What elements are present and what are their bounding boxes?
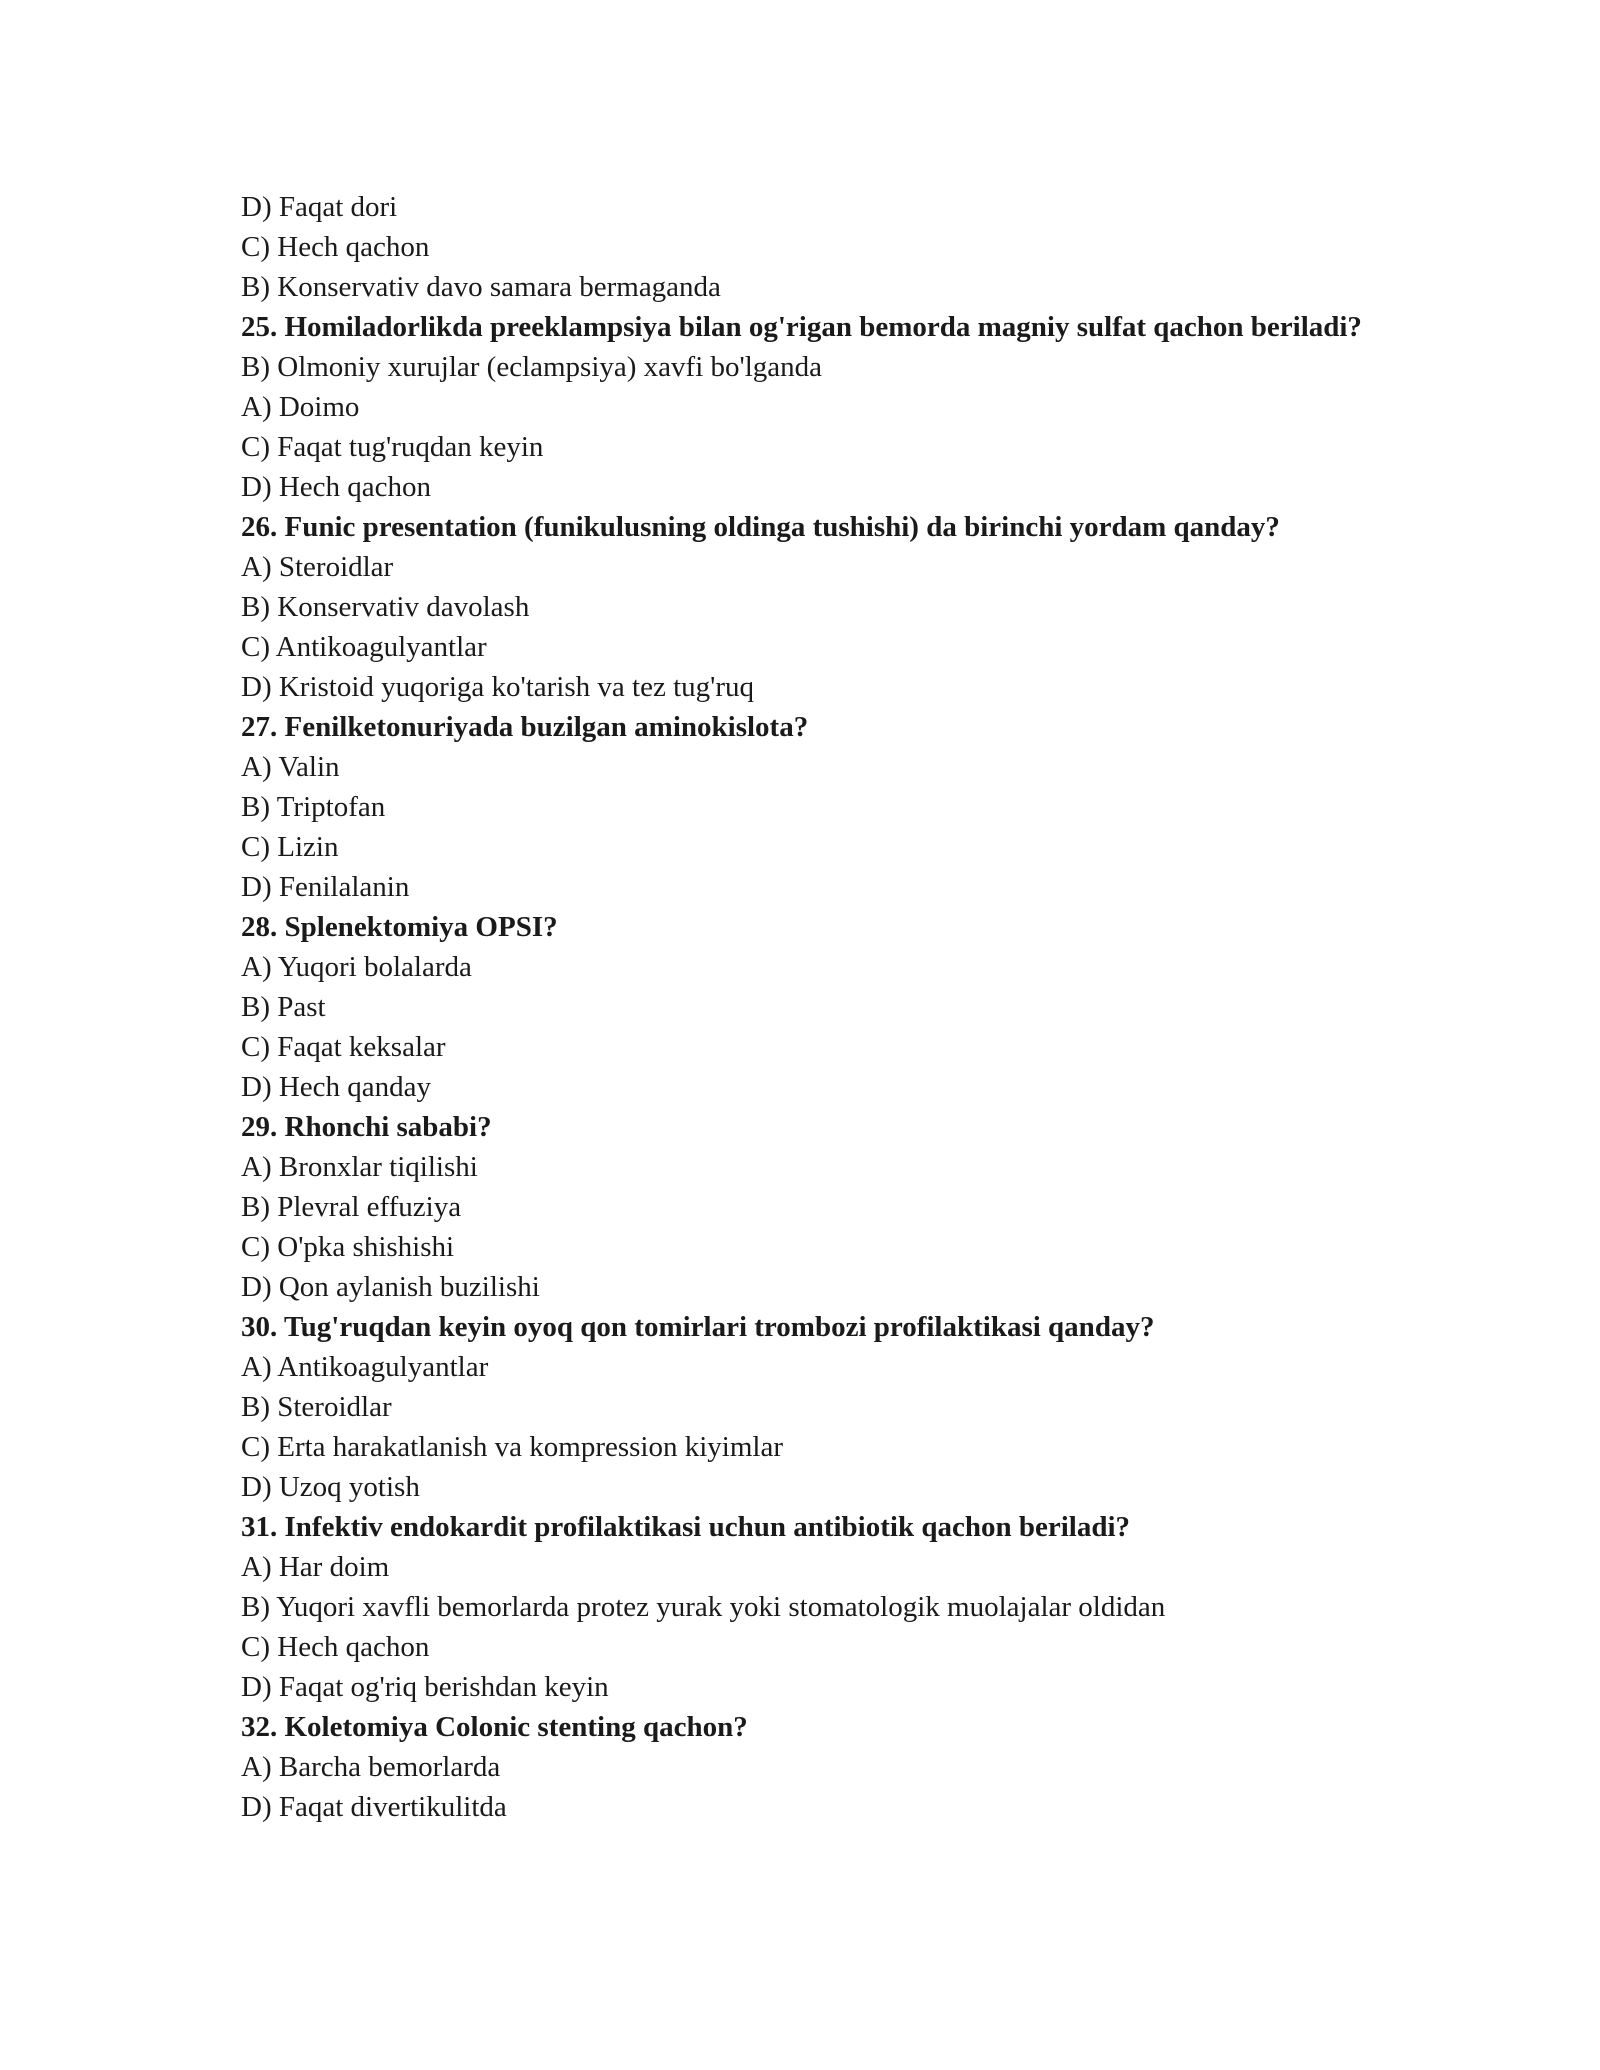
answer-option: B) Konservativ davolash <box>241 591 530 623</box>
document-content <box>241 187 1401 1827</box>
answer-option: A) Doimo <box>241 391 360 423</box>
answer-option: C) O'pka shishishi <box>241 1231 455 1263</box>
question-text: 31. Infektiv endokardit profilaktikasi uchun antibiotik qachon beriladi? <box>241 1511 1131 1543</box>
answer-option: C) Antikoagulyantlar <box>241 631 487 663</box>
answer-option: A) Har doim <box>241 1551 390 1583</box>
answer-option: D) Faqat dori <box>241 191 398 223</box>
answer-option: D) Kristoid yuqoriga ko'tarish va tez tug'ruq <box>241 671 755 703</box>
answer-option: B) Yuqori xavfli bemorlarda protez yurak yoki stomatologik muolajalar oldidan <box>241 1591 1166 1623</box>
answer-option: B) Steroidlar <box>241 1391 392 1423</box>
answer-option: D) Hech qachon <box>241 471 432 503</box>
question-text: 29. Rhonchi sababi? <box>241 1111 492 1143</box>
answer-option: D) Faqat og'riq berishdan keyin <box>241 1671 609 1703</box>
answer-option: A) Bronxlar tiqilishi <box>241 1151 478 1183</box>
question-text: 25. Homiladorlikda preeklampsiya bilan og'rigan bemorda magniy sulfat qachon beriladi? <box>241 311 1362 343</box>
question-text: 27. Fenilketonuriyada buzilgan aminokislota? <box>241 711 809 743</box>
question-text: 28. Splenektomiya OPSI? <box>241 911 558 943</box>
answer-option: D) Faqat divertikulitda <box>241 1791 507 1823</box>
answer-option: C) Erta harakatlanish va kompression kiyimlar <box>241 1431 783 1463</box>
answer-option: C) Faqat tug'ruqdan keyin <box>241 431 544 463</box>
answer-option: D) Uzoq yotish <box>241 1471 420 1503</box>
question-text: 30. Tug'ruqdan keyin oyoq qon tomirlari trombozi profilaktikasi qanday? <box>241 1311 1155 1343</box>
answer-option: B) Past <box>241 991 326 1023</box>
answer-option: B) Konservativ davo samara bermaganda <box>241 271 721 303</box>
question-text: 26. Funic presentation (funikulusning oldinga tushishi) da birinchi yordam qanday? <box>241 511 1280 543</box>
answer-option: A) Barcha bemorlarda <box>241 1751 501 1783</box>
answer-option: A) Antikoagulyantlar <box>241 1351 489 1383</box>
answer-option: A) Yuqori bolalarda <box>241 951 472 983</box>
answer-option: C) Hech qachon <box>241 231 430 263</box>
answer-option: C) Hech qachon <box>241 1631 430 1663</box>
question-text: 32. Koletomiya Colonic stenting qachon? <box>241 1711 748 1743</box>
answer-option: D) Fenilalanin <box>241 871 410 903</box>
answer-option: D) Hech qanday <box>241 1071 432 1103</box>
answer-option: A) Steroidlar <box>241 551 394 583</box>
answer-option: B) Plevral effuziya <box>241 1191 462 1223</box>
answer-option: C) Lizin <box>241 831 339 863</box>
answer-option: C) Faqat keksalar <box>241 1031 446 1063</box>
answer-option: B) Triptofan <box>241 791 386 823</box>
answer-option: A) Valin <box>241 751 340 783</box>
answer-option: D) Qon aylanish buzilishi <box>241 1271 540 1303</box>
answer-option: B) Olmoniy xurujlar (eclampsiya) xavfi bo'lganda <box>241 351 823 383</box>
